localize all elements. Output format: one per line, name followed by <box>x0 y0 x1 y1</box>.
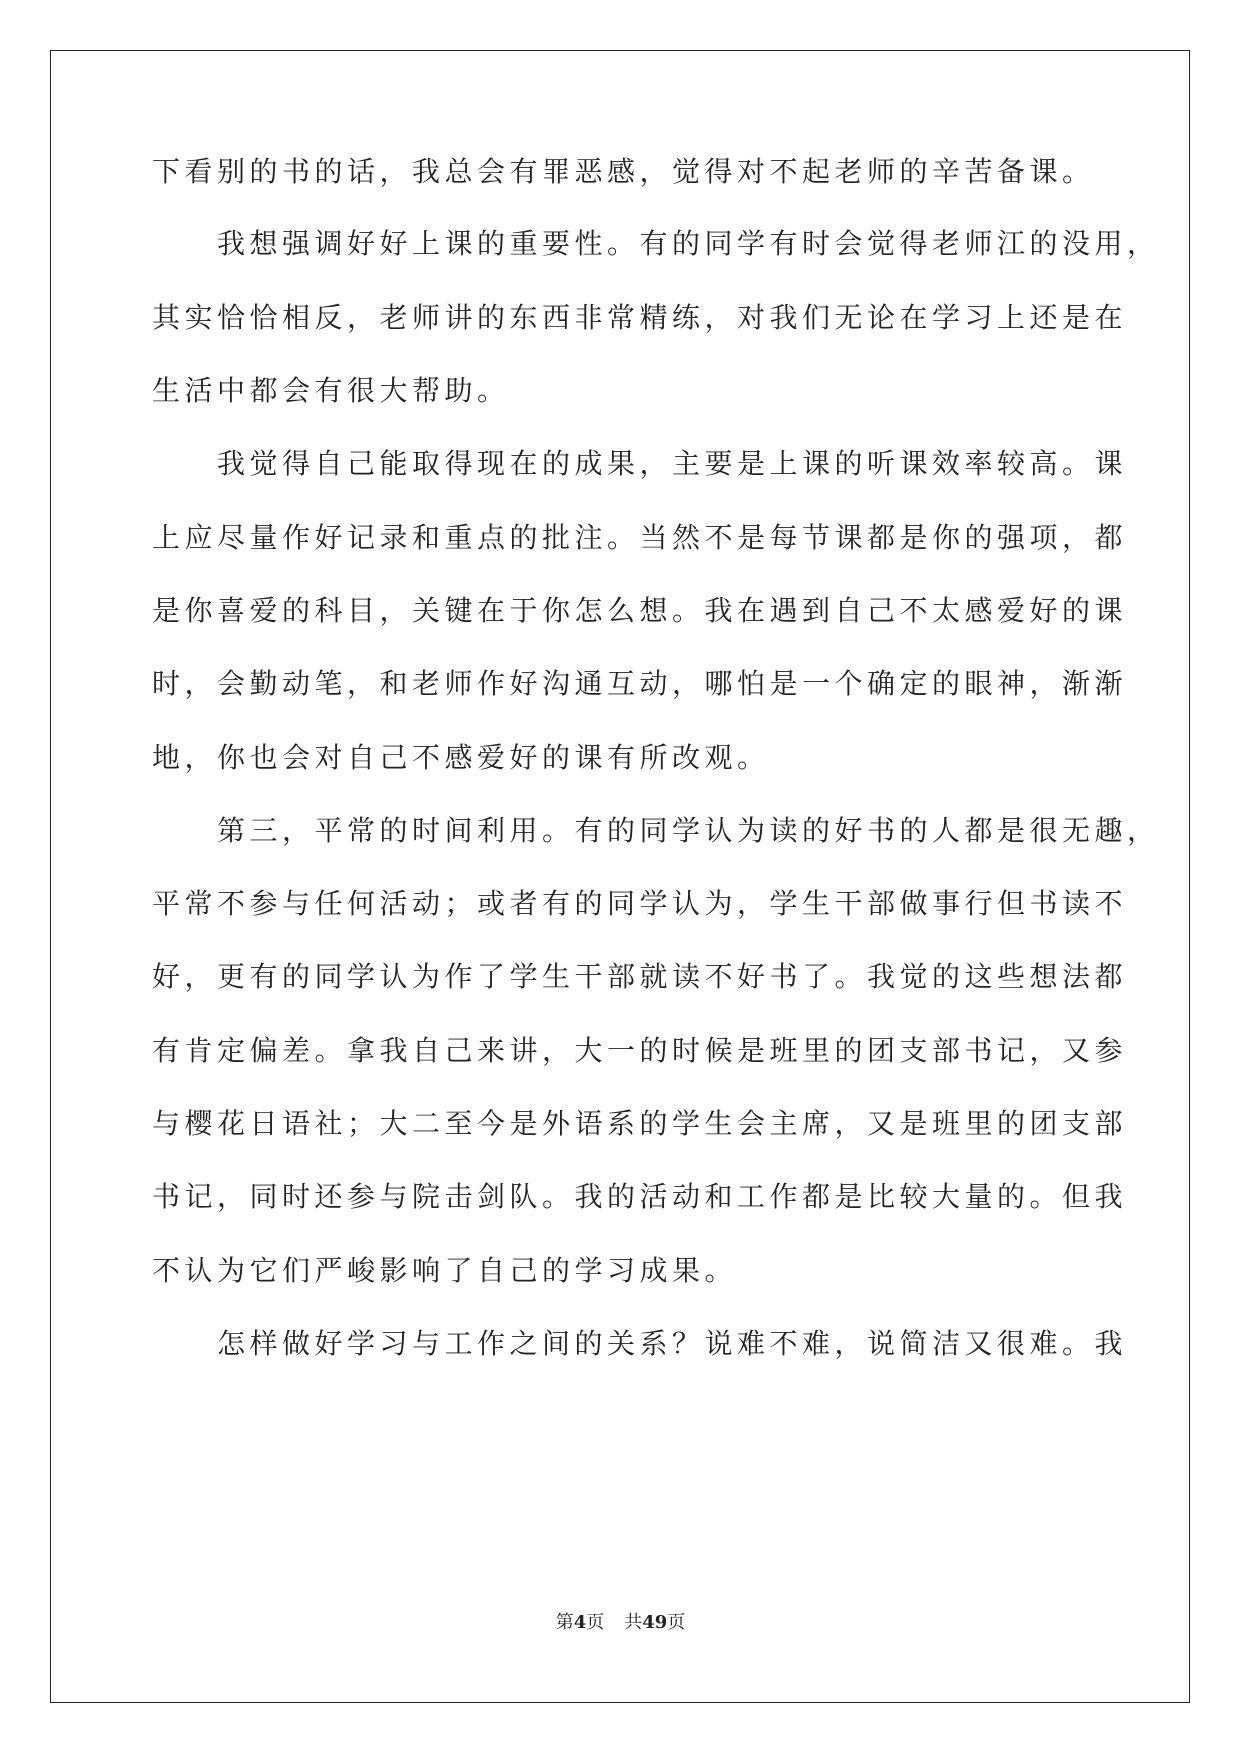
text-line: 有肯定偏差。拿我自己来讲，大一的时候是班里的团支部书记，又参 <box>152 1034 1128 1067</box>
text-line: 书记，同时还参与院击剑队。我的活动和工作都是比较大量的。但我 <box>152 1180 1128 1213</box>
text-line: 上应尽量作好记录和重点的批注。当然不是每节课都是你的强项，都 <box>152 521 1128 554</box>
total-suffix: 页 <box>667 1612 686 1633</box>
page-suffix: 页 <box>586 1612 605 1633</box>
page-footer <box>0 1611 1241 1635</box>
page-number: 4 <box>573 1612 587 1633</box>
text-line: 地，你也会对自己不感爱好的课有所改观。 <box>152 741 770 774</box>
text-line: 时，会勤动笔，和老师作好沟通互动，哪怕是一个确定的眼神，渐渐 <box>152 667 1128 700</box>
text-line: 下看别的书的话，我总会有罪恶感，觉得对不起老师的辛苦备课。 <box>152 155 1095 188</box>
text-line: 其实恰恰相反，老师讲的东西非常精练，对我们无论在学习上还是在 <box>152 301 1128 334</box>
text-line: 好，更有的同学认为作了学生干部就读不好书了。我觉的这些想法都 <box>152 960 1128 993</box>
text-line: 不认为它们严峻影响了自己的学习成果。 <box>152 1254 738 1287</box>
total-prefix: 共 <box>624 1612 643 1633</box>
text-line: 我觉得自己能取得现在的成果，主要是上课的听课效率较高。课 <box>152 447 1128 480</box>
text-line: 生活中都会有很大帮助。 <box>152 374 510 407</box>
text-line: 是你喜爱的科目，关键在于你怎么想。我在遇到自己不太感爱好的课 <box>152 594 1128 627</box>
text-line: 与樱花日语社；大二至今是外语系的学生会主席，又是班里的团支部 <box>152 1107 1128 1140</box>
text-line: 第三，平常的时间利用。有的同学认为读的好书的人都是很无趣， <box>152 814 1160 847</box>
text-line: 平常不参与任何活动；或者有的同学认为，学生干部做事行但书读不 <box>152 887 1128 920</box>
page-prefix: 第 <box>555 1612 574 1633</box>
text-line: 我想强调好好上课的重要性。有的同学有时会觉得老师江的没用， <box>152 227 1160 260</box>
total-pages: 49 <box>642 1612 668 1633</box>
text-line: 怎样做好学习与工作之间的关系？说难不难，说简洁又很难。我 <box>152 1327 1128 1360</box>
